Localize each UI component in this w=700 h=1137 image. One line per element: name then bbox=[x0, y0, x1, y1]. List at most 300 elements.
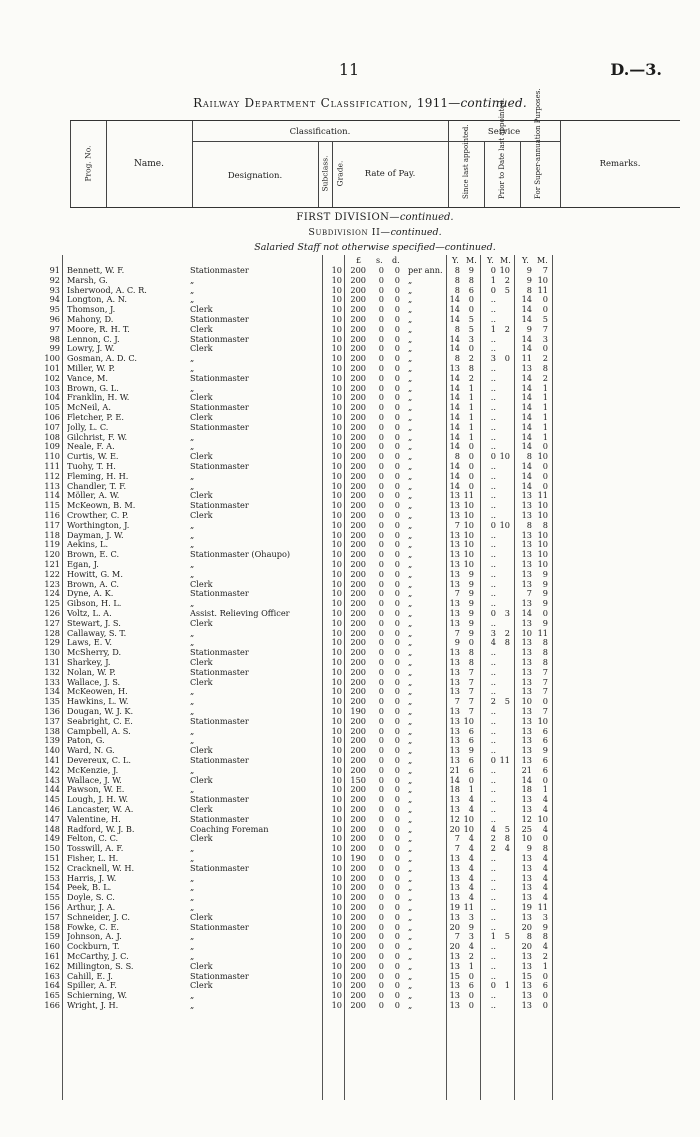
since-last-months: 4 bbox=[468, 833, 474, 844]
pay-pence: 0 bbox=[394, 951, 400, 961]
since-last-months: 11 bbox=[463, 902, 474, 912]
since-last-months: 0 bbox=[468, 774, 474, 785]
prior-years: .. bbox=[490, 392, 496, 403]
since-last-years: 13 bbox=[449, 666, 460, 677]
prior-years: .. bbox=[490, 568, 496, 579]
since-last-months: 10 bbox=[463, 529, 474, 540]
pay-pounds: 200 bbox=[350, 353, 366, 364]
designation: Stationmaster bbox=[190, 462, 249, 471]
since-last-years: 14 bbox=[449, 402, 460, 413]
superannuation-years: 14 bbox=[521, 304, 532, 315]
prog-no: 165 bbox=[44, 990, 60, 1001]
since-last-months: 10 bbox=[463, 549, 474, 560]
staff-name: Moore, R. H. T. bbox=[67, 324, 130, 334]
pay-shillings: 0 bbox=[378, 412, 384, 422]
pay-period: „ bbox=[408, 706, 413, 716]
pay-shillings: 0 bbox=[378, 559, 384, 569]
pay-period: „ bbox=[408, 853, 413, 863]
prior-years: .. bbox=[490, 853, 496, 863]
superannuation-months: 4 bbox=[542, 882, 548, 893]
pay-shillings: 0 bbox=[378, 960, 384, 971]
pay-pence: 0 bbox=[394, 755, 400, 765]
pay-period: „ bbox=[408, 823, 413, 834]
subclass: 10 bbox=[331, 461, 342, 471]
prog-no: 117 bbox=[44, 519, 60, 530]
header-remarks: Remarks. bbox=[599, 159, 641, 169]
pay-pence: 0 bbox=[394, 902, 400, 912]
designation: „ bbox=[190, 530, 195, 540]
since-last-years: 8 bbox=[454, 265, 460, 275]
pay-pence: 0 bbox=[394, 970, 400, 981]
prog-no: 137 bbox=[44, 715, 60, 726]
pay-shillings: 0 bbox=[378, 813, 384, 824]
page-number: 11 bbox=[338, 60, 360, 79]
prior-years: .. bbox=[490, 421, 496, 432]
superannuation-months: 3 bbox=[542, 333, 548, 344]
superannuation-months: 0 bbox=[542, 470, 548, 481]
pay-pounds: 200 bbox=[350, 539, 366, 550]
pay-pence: 0 bbox=[394, 862, 400, 873]
prog-no: 106 bbox=[44, 412, 60, 422]
pay-pence: 0 bbox=[394, 676, 400, 687]
designation: „ bbox=[190, 854, 195, 863]
superannuation-years: 13 bbox=[521, 725, 532, 736]
staff-name: Wallace, J. S. bbox=[67, 677, 121, 687]
prog-no: 112 bbox=[44, 470, 60, 481]
since-last-months: 1 bbox=[468, 431, 474, 442]
pay-shillings: 0 bbox=[378, 627, 384, 638]
prog-no: 96 bbox=[49, 314, 60, 324]
staff-name: Fletcher, P. E. bbox=[67, 413, 124, 422]
since-last-years: 7 bbox=[454, 833, 460, 844]
pay-pence: 0 bbox=[394, 500, 400, 511]
prog-no: 111 bbox=[44, 461, 60, 471]
since-last-months: 0 bbox=[468, 470, 474, 481]
since-last-years: 13 bbox=[449, 755, 460, 765]
pay-pence: 0 bbox=[394, 559, 400, 569]
since-last-years: 14 bbox=[449, 372, 460, 383]
prog-no: 166 bbox=[44, 1000, 60, 1010]
since-last-months: 9 bbox=[468, 568, 474, 579]
pay-period: „ bbox=[408, 284, 413, 295]
pay-pounds: 200 bbox=[350, 980, 366, 991]
staff-name: Tuohy, T. H. bbox=[67, 462, 116, 471]
since-last-months: 3 bbox=[468, 911, 474, 922]
pay-pounds: 200 bbox=[350, 372, 366, 383]
designation: Clerk bbox=[190, 413, 213, 422]
subclass: 10 bbox=[331, 892, 342, 903]
pay-shillings: 0 bbox=[378, 833, 384, 844]
superannuation-months: 0 bbox=[542, 833, 548, 844]
pay-period: „ bbox=[408, 951, 413, 961]
staff-name: Fisher, L. H. bbox=[67, 854, 119, 863]
pay-shillings: 0 bbox=[378, 274, 384, 285]
pay-shillings: 0 bbox=[378, 715, 384, 726]
subclass: 10 bbox=[331, 274, 342, 285]
since-last-months: 4 bbox=[468, 853, 474, 863]
prior-years: .. bbox=[490, 706, 496, 716]
designation: Stationmaster bbox=[190, 716, 249, 726]
designation: „ bbox=[190, 883, 195, 893]
designation: Stationmaster bbox=[190, 922, 249, 932]
prior-months: 10 bbox=[499, 265, 510, 275]
pay-pounds: 200 bbox=[350, 588, 366, 599]
staff-name: Egan, J. bbox=[67, 560, 99, 569]
pay-period: „ bbox=[408, 412, 413, 422]
pay-pounds: 200 bbox=[350, 843, 366, 854]
prior-years: .. bbox=[490, 647, 496, 658]
since-last-months: 5 bbox=[468, 323, 474, 334]
designation: „ bbox=[190, 932, 195, 942]
pay-shillings: 0 bbox=[378, 392, 384, 403]
pay-shillings: 0 bbox=[378, 706, 384, 716]
pay-pounds: 200 bbox=[350, 804, 366, 814]
pay-shillings: 0 bbox=[378, 951, 384, 961]
pay-pounds: 200 bbox=[350, 931, 366, 942]
pay-shillings: 0 bbox=[378, 990, 384, 1001]
since-last-years: 12 bbox=[449, 813, 460, 824]
pay-shillings: 0 bbox=[378, 568, 384, 579]
since-last-months: 1 bbox=[468, 421, 474, 432]
superannuation-years: 14 bbox=[521, 392, 532, 403]
prog-no: 161 bbox=[44, 951, 60, 961]
superannuation-years: 13 bbox=[521, 676, 532, 687]
since-last-years: 13 bbox=[449, 725, 460, 736]
pay-pence: 0 bbox=[394, 696, 400, 707]
pay-period: „ bbox=[408, 794, 413, 805]
prior-years: .. bbox=[490, 657, 496, 667]
since-last-years: 20 bbox=[449, 941, 460, 952]
staff-name: Doyle, S. C. bbox=[67, 893, 115, 903]
since-last-years: 13 bbox=[449, 980, 460, 991]
superannuation-months: 0 bbox=[542, 990, 548, 1001]
since-last-months: 9 bbox=[468, 617, 474, 628]
subclass: 10 bbox=[331, 715, 342, 726]
since-last-years: 8 bbox=[454, 323, 460, 334]
subclass: 10 bbox=[331, 549, 342, 560]
prog-no: 158 bbox=[44, 921, 60, 932]
designation: Clerk bbox=[190, 961, 213, 971]
superannuation-years: 13 bbox=[521, 715, 532, 726]
since-last-months: 6 bbox=[468, 725, 474, 736]
superannuation-years: 13 bbox=[521, 853, 532, 863]
since-last-months: 4 bbox=[468, 882, 474, 893]
subclass: 10 bbox=[331, 804, 342, 814]
pay-period: „ bbox=[408, 813, 413, 824]
superannuation-years: 13 bbox=[521, 745, 532, 756]
since-last-months: 4 bbox=[468, 794, 474, 805]
subclass: 10 bbox=[331, 421, 342, 432]
superannuation-years: 14 bbox=[521, 372, 532, 383]
prior-years: .. bbox=[490, 617, 496, 628]
since-last-years: 13 bbox=[449, 892, 460, 903]
prog-no: 160 bbox=[44, 941, 60, 952]
pay-pence: 0 bbox=[394, 657, 400, 667]
superannuation-months: 1 bbox=[542, 784, 548, 795]
since-last-years: 13 bbox=[449, 647, 460, 658]
superannuation-months: 4 bbox=[542, 804, 548, 814]
since-last-months: 7 bbox=[468, 666, 474, 677]
pay-pounds: 200 bbox=[350, 735, 366, 746]
designation: „ bbox=[190, 520, 195, 530]
superannuation-years: 14 bbox=[521, 314, 532, 324]
superannuation-months: 4 bbox=[542, 941, 548, 952]
superannuation-months: 8 bbox=[542, 657, 548, 667]
pay-pence: 0 bbox=[394, 637, 400, 648]
staff-name: Chandler, T. F. bbox=[67, 481, 127, 491]
superannuation-years: 13 bbox=[521, 882, 532, 893]
staff-name: Tosswill, A. F. bbox=[67, 844, 124, 854]
since-last-years: 13 bbox=[449, 715, 460, 726]
superannuation-years: 8 bbox=[526, 284, 532, 295]
prog-no: 135 bbox=[44, 696, 60, 707]
superannuation-months: 4 bbox=[542, 794, 548, 805]
title-main: Railway Department Classification, bbox=[193, 96, 413, 110]
superannuation-months: 1 bbox=[542, 392, 548, 403]
pay-pounds: 200 bbox=[350, 725, 366, 736]
designation: Stationmaster bbox=[190, 501, 249, 511]
designation: Clerk bbox=[190, 746, 213, 756]
since-last-years: 7 bbox=[454, 843, 460, 854]
superannuation-years: 13 bbox=[521, 559, 532, 569]
staff-name: Worthington, J. bbox=[67, 520, 130, 530]
header-for-super: For Super-annuation Purposes. bbox=[534, 88, 542, 199]
designation: „ bbox=[190, 687, 195, 697]
designation: „ bbox=[190, 893, 195, 903]
prior-years: .. bbox=[490, 480, 496, 491]
since-last-months: 2 bbox=[468, 353, 474, 364]
subclass: 10 bbox=[331, 510, 342, 520]
unit-years-1: Y. bbox=[452, 256, 459, 265]
prog-no: 92 bbox=[49, 274, 60, 285]
pay-pounds: 200 bbox=[350, 764, 366, 775]
subclass: 10 bbox=[331, 314, 342, 324]
subclass: 10 bbox=[331, 774, 342, 785]
superannuation-months: 4 bbox=[542, 862, 548, 873]
prog-no: 128 bbox=[44, 627, 60, 638]
since-last-years: 13 bbox=[449, 686, 460, 697]
subclass: 10 bbox=[331, 265, 342, 275]
prog-no: 155 bbox=[44, 892, 60, 903]
pay-shillings: 0 bbox=[378, 755, 384, 765]
designation: „ bbox=[190, 785, 195, 795]
prog-no: 127 bbox=[44, 617, 60, 628]
superannuation-years: 14 bbox=[521, 431, 532, 442]
pay-period: „ bbox=[408, 1000, 413, 1010]
superannuation-years: 13 bbox=[521, 862, 532, 873]
designation: „ bbox=[190, 1001, 195, 1010]
designation: „ bbox=[190, 707, 195, 716]
designation: „ bbox=[190, 952, 195, 961]
pay-shillings: 0 bbox=[378, 882, 384, 893]
pay-period: „ bbox=[408, 519, 413, 530]
pay-pence: 0 bbox=[394, 804, 400, 814]
since-last-years: 13 bbox=[449, 804, 460, 814]
since-last-months: 9 bbox=[468, 598, 474, 609]
since-last-years: 13 bbox=[449, 657, 460, 667]
prog-no: 154 bbox=[44, 882, 60, 893]
pay-pence: 0 bbox=[394, 608, 400, 618]
since-last-years: 7 bbox=[454, 931, 460, 942]
prior-months: 5 bbox=[504, 931, 510, 942]
designation: Clerk bbox=[190, 618, 213, 628]
prior-months: 11 bbox=[499, 755, 510, 765]
pay-shillings: 0 bbox=[378, 735, 384, 746]
staff-name: Gosman, A. D. C. bbox=[67, 354, 137, 364]
staff-name: Franklin, H. W. bbox=[67, 393, 130, 403]
superannuation-months: 2 bbox=[542, 372, 548, 383]
since-last-years: 13 bbox=[449, 676, 460, 687]
pay-pence: 0 bbox=[394, 931, 400, 942]
header-grade: Grade. bbox=[335, 160, 345, 187]
pay-pounds: 200 bbox=[350, 696, 366, 707]
superannuation-years: 13 bbox=[521, 657, 532, 667]
pay-pounds: 200 bbox=[350, 451, 366, 462]
prior-years: .. bbox=[490, 862, 496, 873]
prior-years: .. bbox=[490, 882, 496, 893]
superannuation-months: 10 bbox=[537, 549, 548, 560]
prior-years: .. bbox=[490, 872, 496, 883]
superannuation-months: 6 bbox=[542, 725, 548, 736]
pay-pounds: 200 bbox=[350, 960, 366, 971]
staff-name: Dougan, W. J. K. bbox=[67, 707, 134, 716]
since-last-months: 1 bbox=[468, 412, 474, 422]
pay-shillings: 0 bbox=[378, 343, 384, 354]
pay-shillings: 0 bbox=[378, 539, 384, 550]
superannuation-years: 13 bbox=[521, 529, 532, 540]
since-last-years: 18 bbox=[449, 784, 460, 795]
designation: „ bbox=[190, 383, 195, 393]
pay-shillings: 0 bbox=[378, 970, 384, 981]
prior-years: 4 bbox=[490, 637, 496, 648]
subclass: 10 bbox=[331, 921, 342, 932]
pay-pounds: 200 bbox=[350, 559, 366, 569]
since-last-months: 0 bbox=[468, 451, 474, 462]
pay-period: „ bbox=[408, 304, 413, 315]
pay-period: „ bbox=[408, 392, 413, 403]
designation: Clerk bbox=[190, 344, 213, 354]
pay-shillings: 0 bbox=[378, 608, 384, 618]
pay-period: „ bbox=[408, 833, 413, 844]
pay-shillings: 0 bbox=[378, 804, 384, 814]
subclass: 10 bbox=[331, 598, 342, 609]
pay-period: „ bbox=[408, 911, 413, 922]
since-last-years: 13 bbox=[449, 990, 460, 1001]
superannuation-years: 13 bbox=[521, 686, 532, 697]
superannuation-months: 8 bbox=[542, 363, 548, 373]
prior-months: 2 bbox=[504, 627, 510, 638]
since-last-months: 4 bbox=[468, 941, 474, 952]
staff-name: Johnson, A. J. bbox=[67, 932, 122, 942]
since-last-years: 13 bbox=[449, 617, 460, 628]
prior-years: .. bbox=[490, 470, 496, 481]
prior-years: .. bbox=[490, 314, 496, 324]
subclass: 10 bbox=[331, 412, 342, 422]
subclass: 10 bbox=[331, 608, 342, 618]
superannuation-years: 13 bbox=[521, 598, 532, 609]
pay-period: „ bbox=[408, 402, 413, 413]
subclass: 10 bbox=[331, 872, 342, 883]
header-designation: Designation. bbox=[227, 171, 283, 181]
prior-years: .. bbox=[490, 715, 496, 726]
superannuation-months: 9 bbox=[542, 578, 548, 589]
designation: Stationmaster (Ohaupo) bbox=[190, 550, 291, 560]
superannuation-months: 10 bbox=[537, 539, 548, 550]
since-last-years: 14 bbox=[449, 314, 460, 324]
pay-shillings: 0 bbox=[378, 363, 384, 373]
designation: Clerk bbox=[190, 491, 213, 501]
subclass: 10 bbox=[331, 539, 342, 550]
subdivision-heading-continued: continued. bbox=[390, 227, 442, 238]
pay-period: „ bbox=[408, 608, 413, 618]
since-last-months: 7 bbox=[468, 676, 474, 687]
prior-years: .. bbox=[490, 921, 496, 932]
designation: Stationmaster bbox=[190, 795, 249, 805]
pay-period: „ bbox=[408, 696, 413, 707]
superannuation-years: 8 bbox=[526, 931, 532, 942]
prior-years: 2 bbox=[490, 843, 496, 854]
since-last-years: 13 bbox=[449, 960, 460, 971]
subclass: 10 bbox=[331, 519, 342, 530]
prog-no: 98 bbox=[49, 333, 60, 344]
superannuation-months: 5 bbox=[542, 314, 548, 324]
staff-name: Nolan, W. P. bbox=[67, 667, 116, 677]
pay-period: „ bbox=[408, 676, 413, 687]
prior-years: 3 bbox=[490, 353, 496, 364]
pay-shillings: 0 bbox=[378, 431, 384, 442]
pay-shillings: 0 bbox=[378, 265, 384, 275]
pay-shillings: 0 bbox=[378, 892, 384, 903]
pay-pounds: 200 bbox=[350, 686, 366, 697]
pay-pence: 0 bbox=[394, 343, 400, 354]
pay-pence: 0 bbox=[394, 911, 400, 922]
prog-no: 159 bbox=[44, 931, 60, 942]
prog-no: 136 bbox=[44, 706, 60, 716]
since-last-years: 13 bbox=[449, 872, 460, 883]
staff-name: Marsh, G. bbox=[67, 275, 108, 285]
prog-no: 134 bbox=[44, 686, 60, 697]
superannuation-months: 6 bbox=[542, 764, 548, 775]
superannuation-months: 1 bbox=[542, 382, 548, 393]
staff-name: Brown, G. L. bbox=[67, 383, 119, 393]
subclass: 10 bbox=[331, 784, 342, 795]
pay-pounds: 200 bbox=[350, 274, 366, 285]
since-last-months: 7 bbox=[468, 686, 474, 697]
staff-name: McKeown, B. M. bbox=[67, 501, 136, 511]
superannuation-years: 13 bbox=[521, 647, 532, 658]
prior-years: .. bbox=[490, 539, 496, 550]
pay-pence: 0 bbox=[394, 265, 400, 275]
superannuation-years: 10 bbox=[521, 627, 532, 638]
division-heading-text: FIRST DIVISION— bbox=[296, 212, 400, 223]
staff-name: Dayman, J. W. bbox=[67, 530, 124, 540]
since-last-years: 13 bbox=[449, 578, 460, 589]
staff-name: Mahony, D. bbox=[67, 315, 114, 324]
superannuation-years: 25 bbox=[521, 823, 532, 834]
superannuation-years: 14 bbox=[521, 412, 532, 422]
prog-no: 129 bbox=[44, 637, 60, 648]
prog-no: 124 bbox=[44, 588, 60, 599]
pay-period: „ bbox=[408, 755, 413, 765]
staff-name: Fleming, H. H. bbox=[67, 471, 129, 481]
pay-pounds: 200 bbox=[350, 343, 366, 354]
since-last-years: 14 bbox=[449, 294, 460, 305]
division-heading-continued: continued. bbox=[399, 212, 454, 223]
pay-pence: 0 bbox=[394, 304, 400, 315]
prior-months: 1 bbox=[504, 980, 510, 991]
prog-no: 131 bbox=[44, 657, 60, 667]
pay-pence: 0 bbox=[394, 323, 400, 334]
